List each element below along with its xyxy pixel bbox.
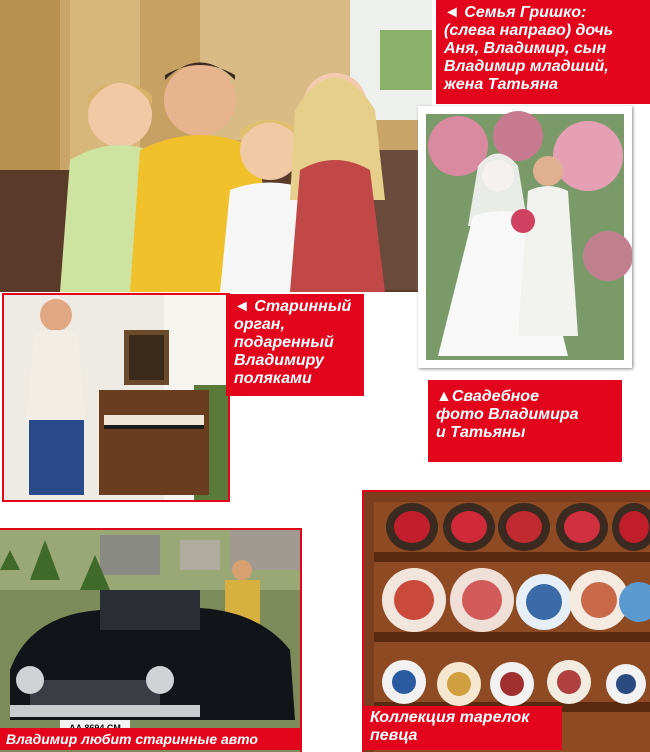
organ-caption-line-3: подаренный — [234, 334, 334, 351]
wedding-caption-line-2: фото Владимира — [436, 406, 579, 423]
family-photo — [0, 0, 432, 292]
organ-caption-line-1: ◄ Старинный — [234, 298, 352, 315]
car-caption — [0, 728, 300, 750]
wedding-photo — [418, 106, 632, 368]
organ-caption-line-5: поляками — [234, 370, 312, 387]
car-photo — [0, 528, 302, 752]
wedding-caption-line-1: ▲Свадебное — [436, 388, 539, 405]
organ-caption-line-4: Владимиру — [234, 352, 324, 369]
family-caption-line-2: (слева направо) дочь — [444, 22, 614, 39]
car-caption-text: Владимир любит старинные авто — [6, 731, 258, 747]
plates-caption — [362, 706, 562, 750]
organ-photo — [2, 293, 230, 502]
family-caption-line-5: жена Татьяна — [444, 76, 559, 93]
wedding-caption-line-3: и Татьяны — [436, 424, 526, 441]
family-caption-line-4: Владимир младший, — [444, 58, 609, 75]
family-caption-line-3: Аня, Владимир, сын — [444, 40, 607, 57]
family-caption-line-1: ◄ Семья Гришко: — [444, 4, 587, 21]
organ-caption-line-2: орган, — [234, 316, 285, 333]
plates-caption-line-1: Коллекция тарелок — [370, 709, 530, 726]
wedding-caption — [428, 380, 622, 462]
family-caption — [436, 0, 650, 104]
plates-caption-line-2: певца — [370, 727, 418, 744]
organ-caption — [226, 294, 364, 396]
